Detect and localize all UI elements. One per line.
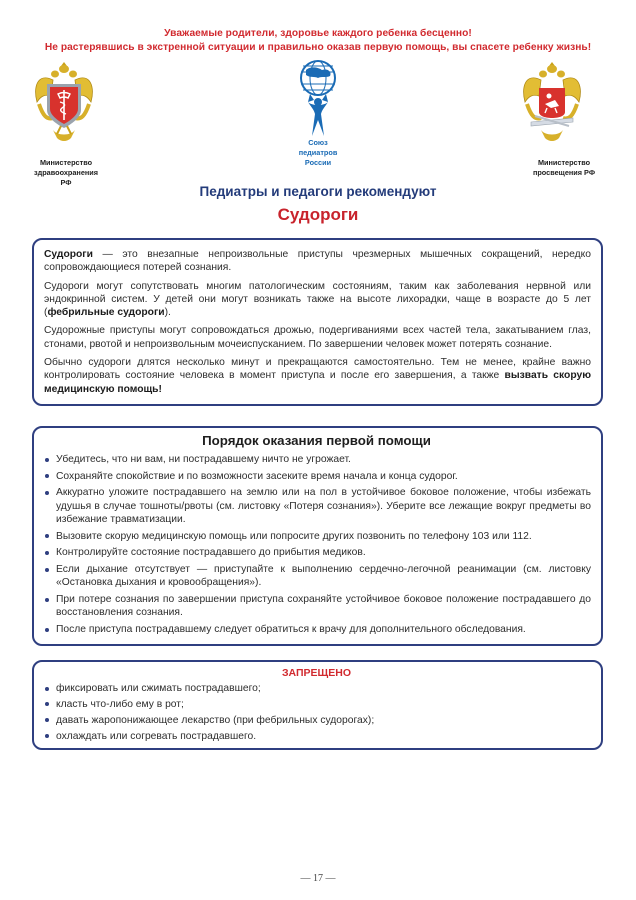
bullet-icon bbox=[45, 734, 49, 738]
forbidden-box bbox=[32, 660, 603, 750]
intro-paragraph-1 bbox=[44, 248, 591, 275]
page-number: — 17 — bbox=[300, 873, 336, 884]
list-item bbox=[42, 453, 591, 466]
header-line-1: Уважаемые родители, здоровье каждого ребенка бесценно! bbox=[164, 28, 472, 39]
bullet-icon bbox=[45, 568, 49, 572]
list-item-text: Если дыхание отсутствует — приступайте к выполнению сердечно-легочной реанимации (см. листовку «Остановка дыхания и кровообращения»). bbox=[56, 564, 591, 589]
health-ministry-caption-line2: здравоохранения РФ bbox=[33, 168, 99, 187]
list-item-text: Аккуратно уложите пострадавшего на землю или на пол в устойчивое боковое положение, чтобы избежать удушья в случае тошноты/рвоты (см. листовку «Потеря сознания»). Уберите все лежащие вокруг предметы во избежание травматизации. bbox=[56, 487, 591, 525]
pediatricians-union-caption-line3: России bbox=[304, 158, 332, 167]
list-item bbox=[42, 682, 591, 695]
list-item-text: давать жаропонижающее лекарство (при фебрильных судорогах); bbox=[56, 714, 375, 726]
page-title: Судороги bbox=[277, 205, 359, 224]
call-ambulance-bold: вызвать скорую медицинскую помощь! bbox=[44, 370, 591, 395]
subtitle: Педиатры и педагоги рекомендуют bbox=[199, 184, 437, 199]
bullet-icon bbox=[45, 628, 49, 632]
intro-paragraph-4 bbox=[44, 356, 591, 396]
list-item-text: Сохраняйте спокойствие и по возможности засеките время начала и конца судорог. bbox=[56, 470, 458, 482]
coat-of-arms-education-ministry-icon bbox=[521, 58, 583, 148]
list-item-text: класть что-либо ему в рот; bbox=[56, 698, 184, 710]
pediatricians-union-caption bbox=[288, 138, 348, 168]
list-item-text: После приступа пострадавшему следует обратиться к врачу для дополнительного обследования. bbox=[56, 624, 526, 635]
bullet-icon bbox=[45, 458, 49, 462]
forbidden-title: ЗАПРЕЩЕНО bbox=[281, 667, 352, 679]
list-item bbox=[42, 563, 591, 590]
bullet-icon bbox=[45, 702, 49, 706]
intro-paragraph-4-text: Обычно судороги длятся несколько минут и прекращаются самостоятельно. Тем не менее, крайне важно контролировать состояние человека в момент приступа и после его завершения, а также bbox=[44, 357, 591, 382]
febrile-seizures-bold: фебрильные судороги bbox=[47, 307, 165, 319]
list-item bbox=[42, 546, 591, 559]
list-item-text: При потере сознания по завершении приступа сохраняйте устойчивое боковое положение пострадавшего до восстановления сознания. bbox=[56, 594, 591, 619]
bullet-icon bbox=[45, 687, 49, 691]
intro-paragraph-2 bbox=[44, 280, 591, 320]
education-ministry-caption-line2: просвещения РФ bbox=[532, 168, 596, 177]
pediatricians-union-globe-icon bbox=[292, 58, 344, 138]
bullet-icon bbox=[45, 718, 49, 722]
education-ministry-caption-line1: Министерство bbox=[537, 158, 591, 167]
education-ministry-caption bbox=[525, 158, 603, 178]
bullet-icon bbox=[45, 551, 49, 555]
first-aid-list bbox=[42, 453, 591, 636]
pediatricians-union-caption-line2: педиатров bbox=[298, 148, 338, 157]
list-item bbox=[42, 486, 591, 526]
health-ministry-caption-line1: Министерство bbox=[39, 158, 93, 167]
intro-paragraph-2-end: ). bbox=[164, 307, 171, 319]
list-item-text: Контролируйте состояние пострадавшего до прибытия медиков. bbox=[56, 547, 366, 559]
list-item-text: Убедитесь, что ни вам, ни пострадавшему ничто не угрожает. bbox=[56, 454, 351, 465]
intro-paragraph-1-text: — это внезапные непроизвольные приступы чрезмерных мышечных сокращений, нередко сопровождающиеся потерей сознания. bbox=[44, 249, 591, 274]
term-bold: Судороги bbox=[44, 249, 93, 260]
list-item-text: охлаждать или согревать пострадавшего. bbox=[56, 730, 257, 742]
list-item bbox=[42, 730, 591, 743]
forbidden-list bbox=[42, 682, 591, 743]
intro-paragraph-2-text: Судороги могут сопутствовать многим патологическим состояниям, таким как заболевания нервной или эндокринной систем. У детей они могут возникать также на высоте лихорадки, чаще в возрасте до 5 лет ( bbox=[44, 280, 591, 319]
first-aid-box bbox=[32, 426, 603, 646]
bullet-icon bbox=[45, 534, 49, 538]
list-item-text: фиксировать или сжимать пострадавшего; bbox=[56, 683, 261, 694]
pediatricians-union-caption-line1: Союз bbox=[308, 138, 328, 147]
bullet-icon bbox=[45, 598, 49, 602]
list-item bbox=[42, 698, 591, 711]
list-item-text: Вызовите скорую медицинскую помощь или попросите других позвонить по телефону 103 или 112. bbox=[56, 530, 532, 542]
bullet-icon bbox=[45, 491, 49, 495]
list-item bbox=[42, 530, 591, 543]
intro-paragraph-3: Судорожные приступы могут сопровождаться дрожью, подергиваниями всех частей тела, закатыванием глаз, стонами, рвотой и непроизвольным мочеиспусканием. По завершении человек может потерять сознание. bbox=[44, 325, 591, 350]
intro-box bbox=[32, 238, 603, 406]
bullet-icon bbox=[45, 474, 49, 478]
list-item bbox=[42, 623, 591, 636]
coat-of-arms-health-ministry-icon bbox=[33, 58, 95, 148]
list-item bbox=[42, 470, 591, 483]
first-aid-title: Порядок оказания первой помощи bbox=[202, 433, 431, 448]
list-item bbox=[42, 714, 591, 727]
list-item bbox=[42, 593, 591, 620]
header-line-2: Не растерявшись в экстренной ситуации и правильно оказав первую помощь, вы спасете ребенку жизнь! bbox=[44, 42, 592, 53]
